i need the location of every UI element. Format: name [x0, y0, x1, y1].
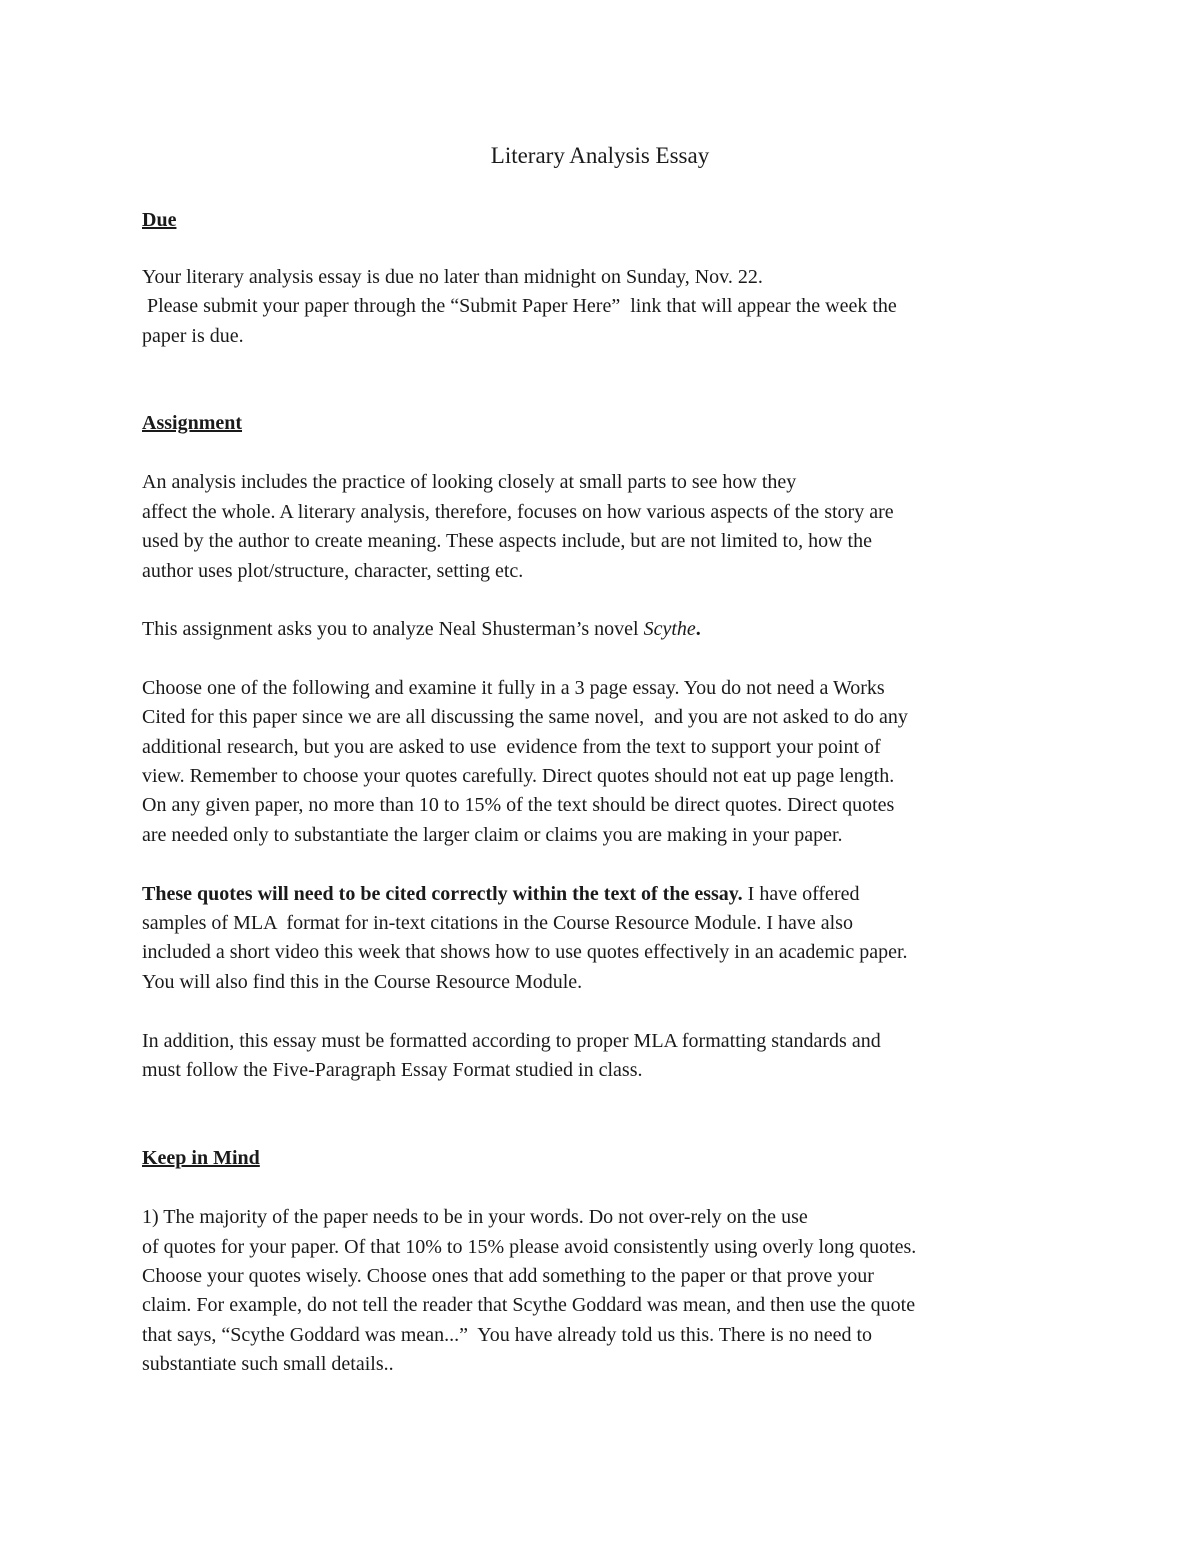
novel-assignment-text: This assignment asks you to analyze Neal Shusterman’s novel [142, 618, 644, 640]
due-heading: Due [142, 209, 177, 231]
assignment-paragraph-line: An analysis includes the practice of looking closely at small parts to see how they [142, 471, 797, 493]
citation-line [142, 879, 859, 909]
citation-text: I have offered [742, 883, 860, 905]
keep-in-mind-line: claim. For example, do not tell the reader that Scythe Goddard was mean, and then use the quote [142, 1294, 916, 1316]
assignment-paragraph-line: used by the author to create meaning. These aspects include, but are not limited to, how the [142, 530, 872, 552]
formatting-line: must follow the Five-Paragraph Essay Format studied in class. [142, 1059, 643, 1081]
document-title: Literary Analysis Essay [490, 143, 710, 168]
instructions-line: Choose one of the following and examine it fully in a 3 page essay. You do not need a Works [142, 677, 885, 699]
assignment-paragraph-line: affect the whole. A literary analysis, therefore, focuses on how various aspects of the story are [142, 501, 894, 523]
novel-title: Scythe [643, 618, 696, 640]
due-line: paper is due. [142, 325, 244, 347]
instructions-line: additional research, but you are asked to use evidence from the text to support your point of [142, 736, 881, 758]
instructions-line: Cited for this paper since we are all discussing the same novel, and you are not asked to do any [142, 706, 908, 728]
formatting-line: In addition, this essay must be formatted according to proper MLA formatting standards and [142, 1030, 881, 1052]
citation-emphasis: These quotes will need to be cited correctly within the text of the essay. [142, 883, 743, 905]
novel-assignment-line [142, 614, 701, 644]
keep-in-mind-line: Choose your quotes wisely. Choose ones that add something to the paper or that prove your [142, 1265, 874, 1287]
citation-line: samples of MLA format for in-text citations in the Course Resource Module. I have also [142, 912, 853, 934]
instructions-line: view. Remember to choose your quotes carefully. Direct quotes should not eat up page length. [142, 765, 895, 787]
due-line: Please submit your paper through the “Submit Paper Here” link that will appear the week the [142, 295, 897, 317]
due-line: Your literary analysis essay is due no later than midnight on Sunday, Nov. 22. [142, 266, 763, 288]
assignment-paragraph-line: author uses plot/structure, character, setting etc. [142, 560, 524, 582]
citation-line: You will also find this in the Course Resource Module. [142, 971, 583, 993]
novel-title-period: . [695, 618, 701, 640]
keep-in-mind-heading: Keep in Mind [142, 1147, 260, 1169]
keep-in-mind-line: 1) The majority of the paper needs to be in your words. Do not over-rely on the use [142, 1206, 808, 1228]
instructions-line: are needed only to substantiate the larger claim or claims you are making in your paper. [142, 824, 843, 846]
keep-in-mind-line: that says, “Scythe Goddard was mean...” You have already told us this. There is no need to [142, 1324, 873, 1346]
assignment-heading: Assignment [142, 412, 243, 434]
keep-in-mind-line: substantiate such small details.. [142, 1353, 394, 1375]
citation-line: included a short video this week that shows how to use quotes effectively in an academic paper. [142, 941, 908, 963]
keep-in-mind-line: of quotes for your paper. Of that 10% to 15% please avoid consistently using overly long quotes. [142, 1236, 917, 1258]
instructions-line: On any given paper, no more than 10 to 15% of the text should be direct quotes. Direct quotes [142, 794, 895, 816]
